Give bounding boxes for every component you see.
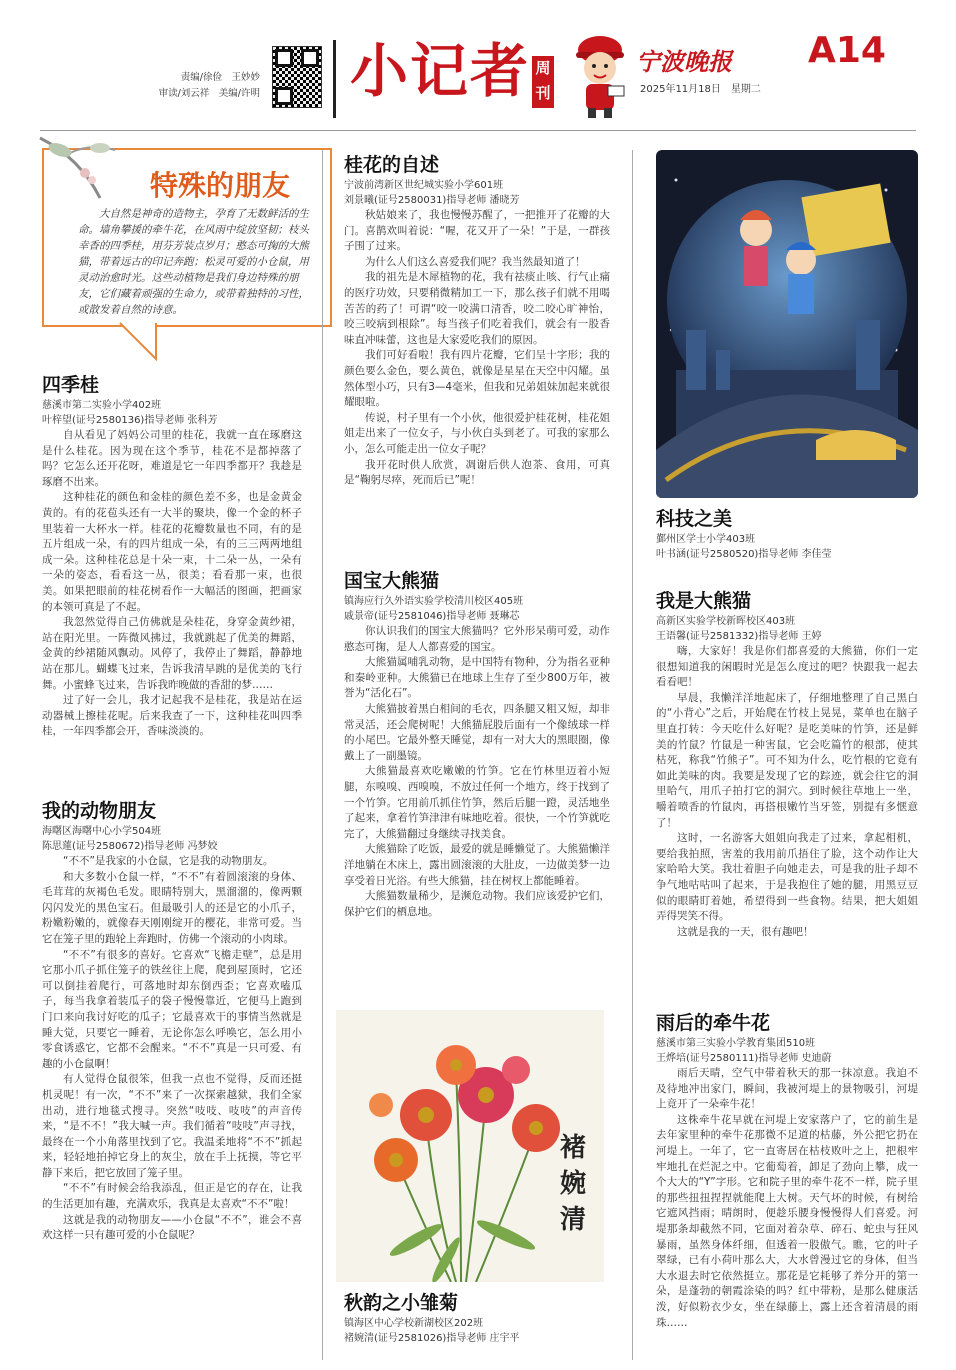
paragraph: 嗨，大家好！我是你们都喜爱的大熊猫，你们一定很想知道我的闲暇时光是怎么度过的吧？快跟我一起去看看吧！	[656, 645, 918, 689]
article-author: 刘景曦(证号2580031)指导老师 潘晓芳	[344, 195, 520, 206]
article-school: 海曙区海曙中心小学504班	[42, 826, 162, 837]
page-number: A14	[808, 30, 886, 71]
paragraph: 这时，一名游客大姐姐向我走了过来，拿起相机，要给我拍照，害羞的我用前爪捂住了脸，这个动作让大家哈哈大笑。我壮着胆子向她走去，可是我的肚子却不争气地咕咕叫了起来，于是我抱住了她的腿，用黑豆豆似的眼睛盯着她，希望得到一些食物。结果，把大姐姐弄得哭笑不得。	[656, 832, 918, 923]
article-author: 王语馨(证号2581332)指导老师 王婷	[656, 631, 822, 642]
article-title: 秋韵之小雏菊	[344, 1292, 459, 1314]
article-author: 王烨培(证号2580111)指导老师 史迪蔚	[656, 1053, 832, 1064]
article-school: 镇海应行久外语实验学校清川校区405班	[344, 596, 524, 607]
weekly-char-1: 周	[535, 59, 551, 77]
article-title: 我是大熊猫	[656, 590, 752, 612]
paragraph: 这就是我的动物朋友——小仓鼠“不不”，谁会不喜欢这样一只有趣可爱的小仓鼠呢？	[42, 1213, 302, 1242]
masthead-divider	[333, 40, 336, 118]
paragraph: 大熊猫数量稀少，是濒危动物。我们应该爱护它们，保护它们的栖息地。	[344, 890, 610, 918]
paragraph: 大熊猫除了吃饭，最爱的就是睡懒觉了。大熊猫懒洋洋地躺在木床上，露出圆滚滚的大肚皮，一边做美梦一边享受着日光浴。有些大熊猫，挂在树杈上都能睡着。	[344, 843, 610, 887]
paragraph: 过了好一会儿，我才记起我不是桂花，我是站在运动器械上擦桂花呢。后来我查了一下，这种桂花叫四季桂，一年四季都会开，香味淡淡的。	[42, 694, 302, 738]
article-school: 慈溪市第三实验小学教育集团510班	[656, 1038, 816, 1049]
issue-date: 2025年11月18日 星期二	[640, 84, 761, 95]
article-title: 桂花的自述	[344, 154, 440, 176]
article-school: 慈溪市第二实验小学402班	[42, 400, 162, 411]
article-author: 叶书涵(证号2580520)指导老师 李佳莹	[656, 549, 832, 560]
tech-beauty-painting	[656, 150, 918, 498]
paragraph: 大熊猫属哺乳动物，是中国特有物种，分为指名亚种和秦岭亚种。大熊猫已在地球上生存了至少800万年，被誉为“活化石”。	[344, 656, 610, 700]
article-school: 高新区实验学校新晖校区403班	[656, 616, 796, 627]
paragraph: 我开花时供人欣赏，凋谢后供人泡茶、食用，可真是“鞠躬尽瘁，死而后已”呢！	[344, 458, 610, 487]
article-woshi-daxiongmao	[656, 588, 918, 940]
article-yuhou-qianniuhua	[656, 1010, 918, 1331]
editor-credits	[150, 70, 260, 102]
article-qiuyun-xiaochuju	[344, 1290, 610, 1346]
paragraph: 我们可好看啦！我有四片花瓣，它们呈十字形；我的颜色要么金色，要么黄色，就像是星星在天空中闪耀。虽然体型小巧，只有3—4毫米，但我和兄弟姐妹加起来就很耀眼啦。	[344, 349, 610, 409]
paragraph: 我的祖先是木犀植物的花，我有祛痰止咳、行气止痛的医疗功效，只要稍微精加工一下，那么孩子们就不用喝苦苦的药了！可谓“咬一咬满口清香，咬二咬心旷神怡，咬三咬病到根除”。每当孩子们吃着我们，就会有一股香味直冲味蕾，这也是大家爱吃我们的原因。	[344, 271, 610, 346]
reporter-mascot-icon	[560, 20, 636, 120]
reviewer-line: 审读/刘云祥 美编/许明	[158, 88, 260, 99]
paragraph: 雨后天晴，空气中带着秋天的那一抹凉意。我迫不及待地冲出家门，瞬间，我被河堤上的景物吸引，河堤上竟开了一朵牵牛花！	[656, 1067, 918, 1111]
paragraph: “不不”有时候会给我添乱，但正是它的存在，让我的生活更加有趣，充满欢乐，我真是太喜欢“不不”啦！	[42, 1182, 302, 1211]
paragraph: 有人觉得仓鼠很笨，但我一点也不觉得，反而还挺机灵呢！有一次，“不不”来了一次探索越狱，我们全家出动，进行地毯式搜寻。突然“吱吱、吱吱”的声音传来，“是不不！”我大喊一声。我们循着“吱吱”声寻找，最终在一个小角落里找到了它。我温柔地将“不不”抓起来，轻轻地拍掉它身上的灰尘，放在手上抚摸，等它平静下来后，把它放回了笼子里。	[42, 1073, 302, 1179]
article-author: 戚景帝(证号2581046)指导老师 聂琳芯	[344, 611, 520, 622]
intro-title: 特殊的朋友	[150, 169, 291, 202]
article-guobao-daxiongmao	[344, 568, 610, 920]
article-guihua-zishu	[344, 152, 610, 489]
intro-text: 大自然是神奇的造物主，孕育了无数鲜活的生命。墙角攀援的牵牛花，在风雨中绽放坚韧；枝头幸香的四季桂，用芬芳装点岁月；憨态可掬的大熊猫，带着远古的印记奔跑；松灵可爱的小仓鼠，用灵动治愈时光。这些动植物是我们身边特殊的朋友，它们藏着顽强的生命力，或带着独特的习性，或散发着自然的诗意。	[78, 208, 309, 316]
paragraph: “不不”是我家的小仓鼠，它是我的动物朋友。	[63, 855, 274, 867]
article-title: 四季桂	[42, 374, 100, 396]
article-sijigui	[42, 372, 302, 740]
article-school: 宁波前湾新区世纪城实验小学601班	[344, 180, 504, 191]
article-author: 陈思蓮(证号2580672)指导老师 冯梦姣	[42, 841, 218, 852]
editor-line: 责编/徐俭 王妙妙	[180, 72, 260, 83]
paragraph: 你认识我们的国宝大熊猫吗？它外形呆萌可爱，动作憨态可掬，是人人都喜爱的国宝。	[344, 625, 610, 653]
article-author: 褚婉清(证号2581026)指导老师 庄宇平	[344, 1333, 520, 1344]
qr-code[interactable]	[272, 46, 322, 108]
article-school: 镇海区中心学校新湖校区202班	[344, 1318, 484, 1329]
newspaper-brand: 宁波晚报	[636, 47, 732, 76]
weekly-char-2: 刊	[535, 84, 551, 102]
paragraph: 为什么人们这么喜爱我们呢？我当然最知道了！	[365, 255, 586, 268]
paragraph: 我忽然觉得自己仿佛就是朵桂花，身穿金黄纱裙，站在阳光里。一阵微风拂过，我就跳起了优美的舞蹈，金黄的纱裙随风飘动。风停了，我停止了舞蹈，静静地站在那儿。蝴蝶飞过来，告诉我清早跳的是优美的飞行舞。小蜜蜂飞过来，告诉我昨晚做的香甜的梦……	[42, 616, 302, 691]
space-children-icon	[656, 150, 918, 498]
branch-decoration-icon	[30, 128, 150, 208]
article-title: 雨后的牵牛花	[656, 1012, 771, 1034]
paragraph: 大熊猫最喜欢吃嫩嫩的竹笋。它在竹林里迈着小短腿，东嗅嗅、西嗅嗅，不放过任何一个地方，终于找到了一个竹笋。它用前爪抓住竹笋，然后后腿一蹬，灵活地坐了起来，拿着竹笋津津有味地吃着。很快，一个竹笋就吃完了，大熊猫翻过身继续寻找美食。	[344, 765, 610, 840]
paragraph: 这就是我的一天，很有趣吧！	[677, 925, 814, 938]
paragraph: 这株牵牛花早就在河堤上安家落户了，它的前生是去年家里种的牵牛花那微不足道的枯藤，外公把它扔在河堤上。一年了，它一直寄居在枯枝败叶之上，把根牢牢地扎在烂泥之中。它葡萄着，卸足了劲向上攀，成一个大大的“Y”字形。它和院子里的牵牛花不一样，院子里的那些扭扭捏捏就能爬上大树。天气坏的时候，有树给它遮风挡雨；晴朗时，便趁乐腰身慢慢得人们喜爱。河堤那条却截然不同，它面对着杂草、碎石、蛇虫与狂风暴雨，虽然身体纤细，但透着一股傲气。瞧，它的叶子翠绿，已有小荷叶那么大，大水曾漫过它的身体，但当大水退去时它依然挺立。那花是它耗够了养分开的第一朵，是蓬勃的朝霞涂染的吗？红中带粉，是那么健康活泼，好似粉衣少女，坐在绿藤上，露上还含着清晨的雨珠……	[656, 1113, 918, 1329]
paragraph: 和大多数小仓鼠一样，“不不”有着圆滚滚的身体、毛茸茸的灰褐色毛发。眼睛特别大，黑溜溜的，像两颗闪闪发光的黑色宝石。但最吸引人的还是它的小爪子，粉嫩粉嫩的，就像春天刚刚绽开的樱花，非常可爱。当它在笼子里的跑轮上奔跑时，仿佛一个滚动的小肉球。	[42, 870, 302, 945]
column-divider	[632, 150, 633, 1360]
paragraph: 传说，村子里有一个小伙，他很爱护桂花树，桂花姐姐走出来了一位女子，与小伙白头到老了。可我的家那么小，怎么可能走出一位女子呢？	[344, 411, 610, 455]
article-dongwu-pengyou	[42, 798, 302, 1244]
painter-signature: 褚婉清	[560, 1133, 587, 1235]
article-title: 国宝大熊猫	[344, 570, 440, 592]
paragraph: “不不”有很多的喜好。它喜欢“飞檐走壁”，总是用它那小爪子抓住笼子的铁丝往上爬，爬到屋顶时，它还可以倒挂着爬行，可落地时却东倒西歪；它喜欢嗑瓜子，每当我拿着装瓜子的袋子慢慢靠近，它便马上跑到门口来向我讨好吃的瓜子；它最喜欢干的事情当然就是睡大觉，只要它一睡着，无论你怎么呼唤它，怎么用小零食诱惑它，它都不会醒来。“不不”真是一只可爱、有趣的小仓鼠啊！	[42, 948, 302, 1070]
paragraph: 秋姑娘来了，我也慢慢苏醒了，一把推开了花瓣的大门。喜鹊欢叫着说：“喔，花又开了一朵！”于是，一群孩子围了过来。	[344, 209, 610, 253]
speech-pointer-icon	[118, 321, 158, 361]
article-author: 叶梓望(证号2580136)指导老师 张科芳	[42, 415, 218, 426]
article-school: 鄞州区学士小学403班	[656, 534, 756, 545]
article-title: 我的动物朋友	[42, 800, 157, 822]
paragraph: 早晨，我懒洋洋地起床了，仔细地整理了自己黑白的“小背心”之后，开始爬在竹枝上晃晃，菜单也在脑子里直打转：今天吃什么好呢？是吃美味的竹笋，还是鲜美的竹鼠？竹鼠是一种害鼠，它会吃篇竹的根部，使其枯死，称我“竹熊子”。可不知为什么，吃竹根的它竟有如此美味的肉。我要是发现了它的踪迹，就会往它的洞里哈气，用爪子拍打它的洞穴。到时候往草地上一坐，嚼着喷香的竹鼠肉，再搭根嫩竹当牙签，别提有多惬意了！	[656, 691, 918, 829]
weekly-badge	[532, 56, 554, 108]
section-logo: 小记者	[350, 37, 531, 105]
article-title: 科技之美	[656, 508, 733, 530]
column-divider	[322, 150, 323, 1360]
article-keji-zhimei	[656, 506, 918, 562]
masthead-rule	[40, 130, 916, 131]
paragraph: 大熊猫披着黑白相间的毛衣，四条腿又粗又短，却非常灵活，还会爬树呢！大熊猫屁股后面有一个像绒球一样的小尾巴。它最外整天睡觉，却有一对大大的黑眼圈，像戴上了一副墨镜。	[344, 702, 610, 762]
paragraph: 自从看见了妈妈公司里的桂花，我就一直在琢磨这是什么桂花。因为现在这个季节，桂花不是都掉落了吗？它怎么还开花呀，难道是它一年四季都开？我趁是琢磨不出来。	[42, 429, 302, 488]
daisy-painting	[336, 1010, 604, 1282]
paragraph: 这种桂花的颜色和金桂的颜色差不多，也是金黄金黄的。有的花苞头还有一大半的聚块，像一个金的杯子里装着一大杯水一样。桂花的花瓣数量也不同，有的是五片组成一朵，有的四片组成一朵，有的三三两两地组成一朵。这种桂花总是十朵一束，十二朵一丛，一朵有一朵的姿态，看看这一丛，很美；看看那一束，也很美。如果把眼前的桂花树看作一大幅活的图画，把画家的本领可真是了不起。	[42, 491, 302, 613]
